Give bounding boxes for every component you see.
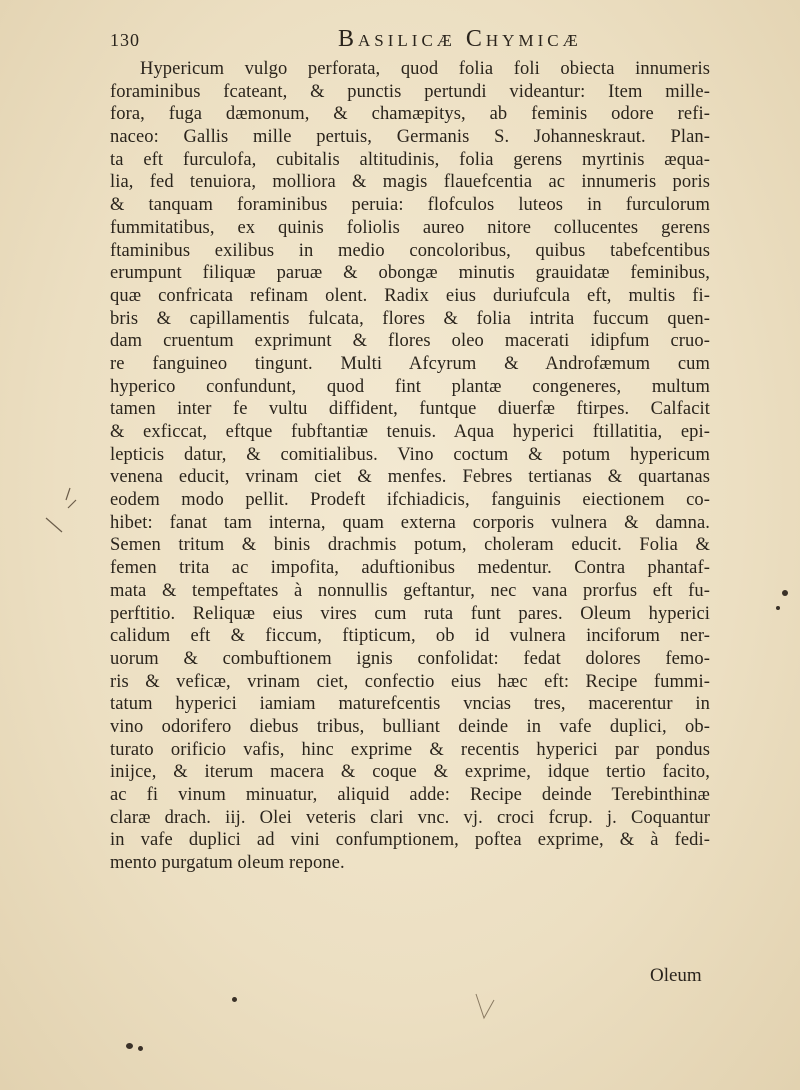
- text-line: ris & veficæ, vrinam ciet, confectio eius hæc eft: Recipe fummi-: [110, 671, 710, 692]
- text-line: ac fi vinum minuatur, aliquid adde: Recipe deinde Terebinthinæ: [110, 785, 710, 805]
- ink-speck: [782, 590, 788, 596]
- text-line: tamen inter fe vultu diffident, funtque diuerfæ ftirpes. Calfacit: [110, 399, 710, 420]
- text-line: mento purgatum oleum repone.: [110, 853, 345, 874]
- text-line: quæ confricata refinam olent. Radix eius duriufcula eft, multis fi-: [110, 285, 710, 306]
- text-line: & exficcat, eftque fubftantiæ tenuis. Aqua hyperici ftillatitia, epi-: [110, 422, 710, 442]
- running-head: Basilicæ Chymicæ: [338, 26, 582, 52]
- text-line: ftaminibus exilibus in medio concoloribus, quibus tabefcentibus: [110, 240, 710, 261]
- text-line: mata & tempeftates à nonnullis geftantur, nec vana prorfus eft fu-: [110, 580, 710, 601]
- text-line: uorum & combuftionem ignis confolidat: fedat dolores femo-: [110, 648, 710, 669]
- page-header: [110, 26, 710, 56]
- ink-speck: [138, 1046, 143, 1051]
- text-line: fora, fuga dæmonum, & chamæpitys, ab feminis odore refi-: [110, 104, 710, 125]
- ink-speck: [126, 1043, 133, 1049]
- text-line: turato orificio vafis, hinc exprime & recentis hyperici par pondus: [110, 739, 710, 760]
- text-line: Semen tritum & binis drachmis potum, choleram educit. Folia &: [110, 535, 710, 556]
- text-line: & tanquam foraminibus peruia: flofculos luteos in furculorum: [110, 195, 710, 216]
- text-line: inijce, & iterum macera & coque & exprime, idque tertio facito,: [110, 762, 710, 783]
- text-line: calidum eft & ficcum, ftipticum, ob id vulnera inciforum ner-: [110, 626, 710, 647]
- page-scratch: [470, 990, 500, 1030]
- text-line: claræ drach. iij. Olei veteris clari vnc. vj. croci fcrup. j. Coquantur: [110, 807, 710, 828]
- page-number: 130: [110, 30, 140, 50]
- text-line: lepticis datur, & comitialibus. Vino coctum & potum hypericum: [110, 444, 710, 465]
- text-line: hyperico confundunt, quod fint plantæ congeneres, multum: [110, 376, 710, 397]
- text-line: vino odorifero diebus tribus, bulliant deinde in vafe duplici, ob-: [110, 716, 710, 737]
- text-line: perftitio. Reliquæ eius vires cum ruta funt pares. Oleum hyperici: [110, 603, 710, 624]
- text-line: tatum hyperici iamiam maturefcentis vncias tres, macerentur in: [110, 694, 710, 715]
- catchword: Oleum: [650, 965, 702, 986]
- text-line: erumpunt filiquæ paruæ & obongæ minutis grauidatæ feminibus,: [110, 263, 710, 284]
- text-line: naceo: Gallis mille pertuis, Germanis S. Johanneskraut. Plan-: [110, 127, 710, 148]
- text-line: in vafe duplici ad vini confumptionem, poftea exprime, & à fedi-: [110, 830, 710, 851]
- text-line: fummitatibus, ex quinis foliolis aureo nitore collucentes gerens: [110, 217, 710, 238]
- text-line: femen trita ac impofita, aduftionibus medentur. Contra phantaf-: [110, 558, 710, 579]
- text-line: venena educit, vrinam ciet & menfes. Febres tertianas & quartanas: [110, 467, 710, 488]
- text-line: lia, fed tenuiora, molliora & magis flauefcentia ac innumeris poris: [110, 172, 710, 193]
- text-line: dam cruentum exprimunt & flores oleo macerati idipfum cruo-: [110, 331, 710, 352]
- text-line: ta eft furculofa, cubitalis altitudinis, folia gerens myrtinis æqua-: [110, 149, 710, 170]
- text-line: foraminibus fcateant, & punctis pertundi videantur: Item mille-: [110, 81, 710, 102]
- text-line: Hypericum vulgo perforata, quod folia foli obiecta innumeris: [140, 59, 710, 79]
- ink-speck: [776, 606, 780, 610]
- ink-speck: [232, 997, 237, 1002]
- body-text: [110, 58, 710, 875]
- text-line: hibet: fanat tam interna, quam externa corporis vulnera & damna.: [110, 512, 710, 533]
- text-line: re fanguineo tingunt. Multi Afcyrum & Androfæmum cum: [110, 353, 710, 374]
- text-line: eodem modo pellit. Prodeft ifchiadicis, fanguinis eiectionem co-: [110, 490, 710, 511]
- margin-scratch: [40, 480, 80, 540]
- text-line: bris & capillamentis fulcata, flores & folia intrita fuccum quen-: [110, 308, 710, 329]
